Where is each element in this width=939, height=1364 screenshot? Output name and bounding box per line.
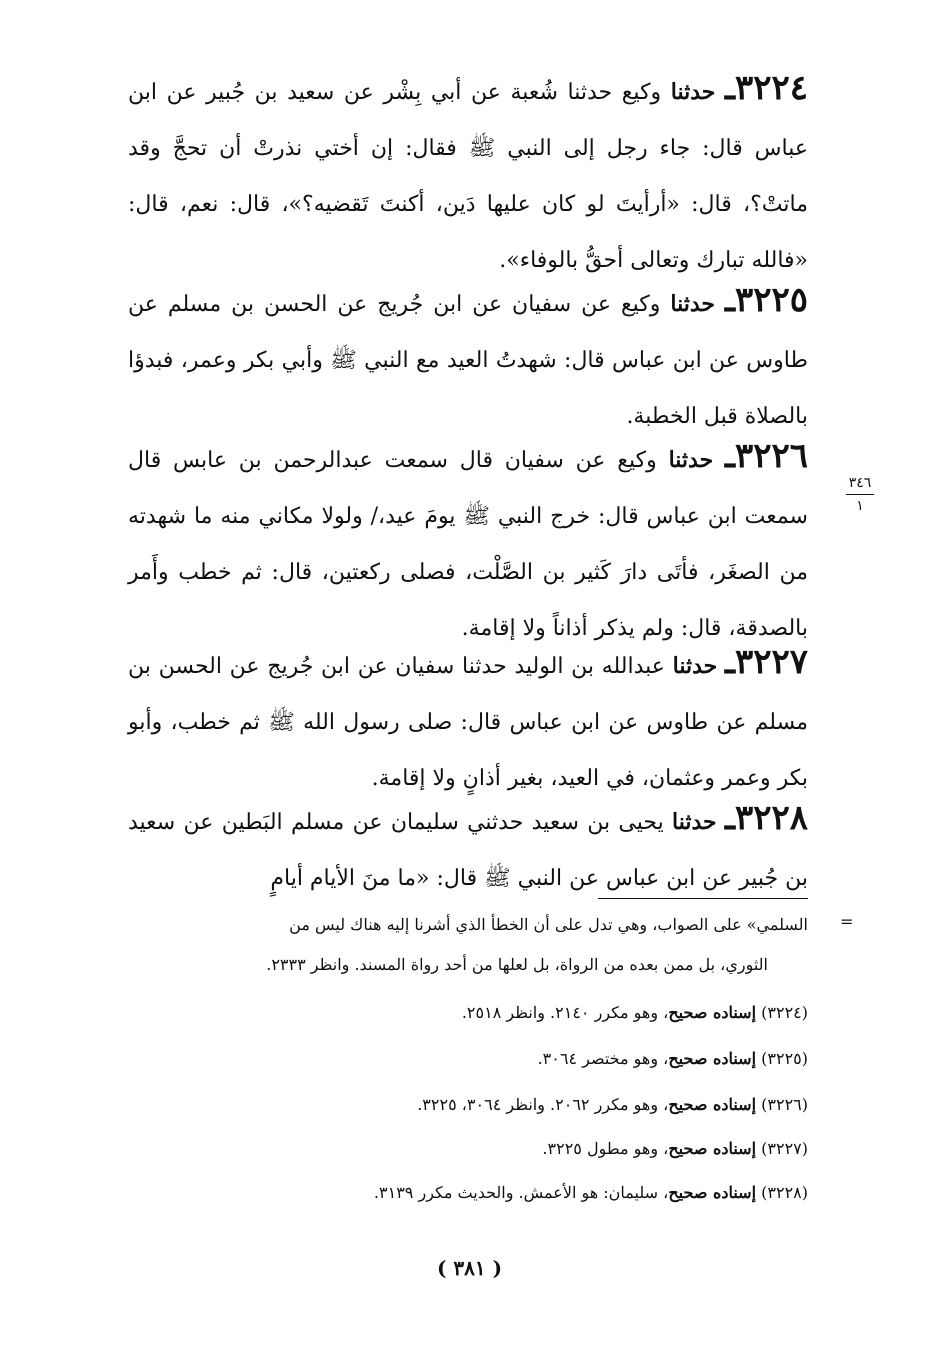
margin-ref-top: ٣٤٦ bbox=[848, 475, 872, 491]
margin-ref-bottom: ١ bbox=[856, 498, 864, 514]
margin-ref-rule bbox=[846, 494, 874, 495]
footnote-text: ، وهو مطول ٣٢٢٥. bbox=[542, 1139, 669, 1158]
hadith-number: ٣٢٢٦ bbox=[734, 436, 809, 476]
hadith-number: ٣٢٢٧ bbox=[734, 642, 809, 682]
hadith-3225: ٣٢٢٥ـ حدثنا وكيع عن سفيان عن ابن جُريج عن الحسن بن مسلم عن طاوس عن ابن عباس قال: شهدتُ العيد مع النبي ﷺ وأبي بكر وعمر، فبدؤا بالصلاة قبل الخطبة. bbox=[128, 280, 809, 429]
hadith-number: ٣٢٢٥ bbox=[734, 280, 809, 320]
page-number: ( ٣٨١ ) bbox=[436, 1256, 503, 1280]
footnote-text: ، وهو مكرر ٢٠٦٢. وانظر ٣٠٦٤، ٣٢٢٥. bbox=[417, 1095, 669, 1114]
hadith-lead-word: حدثنا bbox=[670, 79, 716, 105]
footnote-continuation-line-1: السلمي» على الصواب، وهي تدل على أن الخطأ الذي أشرنا إليه هناك ليس من bbox=[289, 915, 808, 934]
footnote-continuation-mark: = bbox=[840, 912, 854, 931]
hadith-3228: ٣٢٢٨ـ حدثنا يحيى بن سعيد حدثني سليمان عن مسلم البَطين عن سعيد بن جُبير عن ابن عباس عن النبي ﷺ قال: «ما منَ الأيام أيامٍ bbox=[128, 798, 808, 891]
hadith-3226: ٣٢٢٦ـ حدثنا وكيع عن سفيان قال سمعت عبدالرحمن بن عابس قال سمعت ابن عباس قال: خرج النبي ﷺ يومَ عيد،/ ولولا مكاني منه ما شهدته من الصغَر، فأتَى دارَ كَثير بن الصَّلْت، فصلى ركعتين، قال: ثم خطب وأَمر بالصدقة، قال: ولم يذكر أذاناً ولا إقامة. bbox=[128, 436, 809, 641]
hadith-text: يحيى بن سعيد حدثني سليمان عن مسلم البَطين عن سعيد بن جُبير عن ابن عباس عن النبي ﷺ قال: «ما منَ الأيام أيامٍ bbox=[128, 810, 808, 891]
hadith-lead-word: حدثنا bbox=[670, 291, 716, 317]
footnote-grade: إسناده صحيح bbox=[668, 1003, 757, 1022]
footnote-grade: إسناده صحيح bbox=[668, 1049, 757, 1068]
footnote-grade: إسناده صحيح bbox=[668, 1095, 757, 1114]
footnote-3228 bbox=[128, 1176, 808, 1210]
footnote-grade: إسناده صحيح bbox=[668, 1183, 757, 1202]
hadith-lead-word: حدثنا bbox=[672, 809, 717, 835]
footnote-continuation-line-2: الثوري، بل ممن بعده من الرواة، بل لعلها من أحد رواة المسند. وانظر ٢٣٣٣. bbox=[266, 955, 768, 974]
footnote-text: ، وهو مكرر ٢١٤٠. وانظر ٢٥١٨. bbox=[461, 1003, 669, 1022]
footnote-text: ، وهو مختصر ٣٠٦٤. bbox=[537, 1049, 669, 1068]
hadith-3224: ٣٢٢٤ـ حدثنا وكيع حدثنا شُعبة عن أبي بِشْر عن سعيد بن جُبير عن ابن عباس قال: جاء رجل إلى النبي ﷺ فقال: إن أختي نذرتْ أن تحجَّ وقد ماتتْ؟، قال: «أرأيتَ لو كان عليها دَين، أكنتَ تَقضيه؟»، قال: نعم، قال: «فالله تبارك وتعالى أحقُّ بالوفاء». bbox=[128, 68, 808, 273]
margin-page-reference bbox=[840, 474, 880, 515]
footnote-ref: (٣٢٢٥) bbox=[761, 1049, 808, 1068]
footnote-ref: (٣٢٢٦) bbox=[761, 1095, 808, 1114]
hadith-lead-word: حدثنا bbox=[668, 447, 714, 473]
footnote-grade: إسناده صحيح bbox=[668, 1139, 757, 1158]
hadith-text: وكيع عن سفيان عن ابن جُريج عن الحسن بن مسلم عن طاوس عن ابن عباس قال: شهدتُ العيد مع النبي ﷺ وأبي بكر وعمر، فبدؤا بالصلاة قبل الخطبة. bbox=[128, 292, 808, 429]
hadith-text: وكيع حدثنا شُعبة عن أبي بِشْر عن سعيد بن جُبير عن ابن عباس قال: جاء رجل إلى النبي ﷺ فقال: إن أختي نذرتْ أن تحجَّ وقد ماتتْ؟، قال: «أرأيتَ لو كان عليها دَين، أكنتَ تَقضيه؟»، قال: نعم، قال: «فالله تبارك وتعالى أحقُّ بالوفاء». bbox=[128, 80, 808, 273]
footnote-ref: (٣٢٢٨) bbox=[761, 1183, 808, 1202]
footnote-text: ، سليمان: هو الأعمش. والحديث مكرر ٣١٣٩. bbox=[373, 1183, 669, 1202]
hadith-3227: ٣٢٢٧ـ حدثنا عبدالله بن الوليد حدثنا سفيان عن ابن جُريج عن الحسن بن مسلم عن طاوس عن ابن عباس قال: صلى رسول الله ﷺ ثم خطب، وأبو بكر وعمر وعثمان، في العيد، بغير أذانٍ ولا إقامة. bbox=[128, 642, 809, 791]
footnote-3224 bbox=[128, 996, 808, 1030]
hadith-text: وكيع عن سفيان قال سمعت عبدالرحمن بن عابس قال سمعت ابن عباس قال: خرج النبي ﷺ يومَ عيد،/ ولولا مكاني منه ما شهدته من الصغَر، فأتَى دارَ كَثير بن الصَّلْت، فصلى ركعتين، قال: ثم خطب وأَمر بالصدقة، قال: ولم يذكر أذاناً ولا إقامة. bbox=[128, 448, 808, 641]
hadith-number: ٣٢٢٤ bbox=[734, 68, 808, 108]
footnote-separator bbox=[598, 898, 808, 899]
footnote-ref: (٣٢٢٤) bbox=[761, 1003, 808, 1022]
hadith-lead-word: حدثنا bbox=[672, 653, 718, 679]
hadith-number: ٣٢٢٨ bbox=[734, 798, 808, 838]
footnote-3225 bbox=[128, 1042, 808, 1076]
footnote-3226 bbox=[128, 1088, 808, 1122]
footnote-3227 bbox=[128, 1132, 808, 1166]
footnote-ref: (٣٢٢٧) bbox=[761, 1139, 808, 1158]
hadith-text: عبدالله بن الوليد حدثنا سفيان عن ابن جُريج عن الحسن بن مسلم عن طاوس عن ابن عباس قال: صلى رسول الله ﷺ ثم خطب، وأبو بكر وعمر وعثمان، في العيد، بغير أذانٍ ولا إقامة. bbox=[128, 654, 808, 791]
